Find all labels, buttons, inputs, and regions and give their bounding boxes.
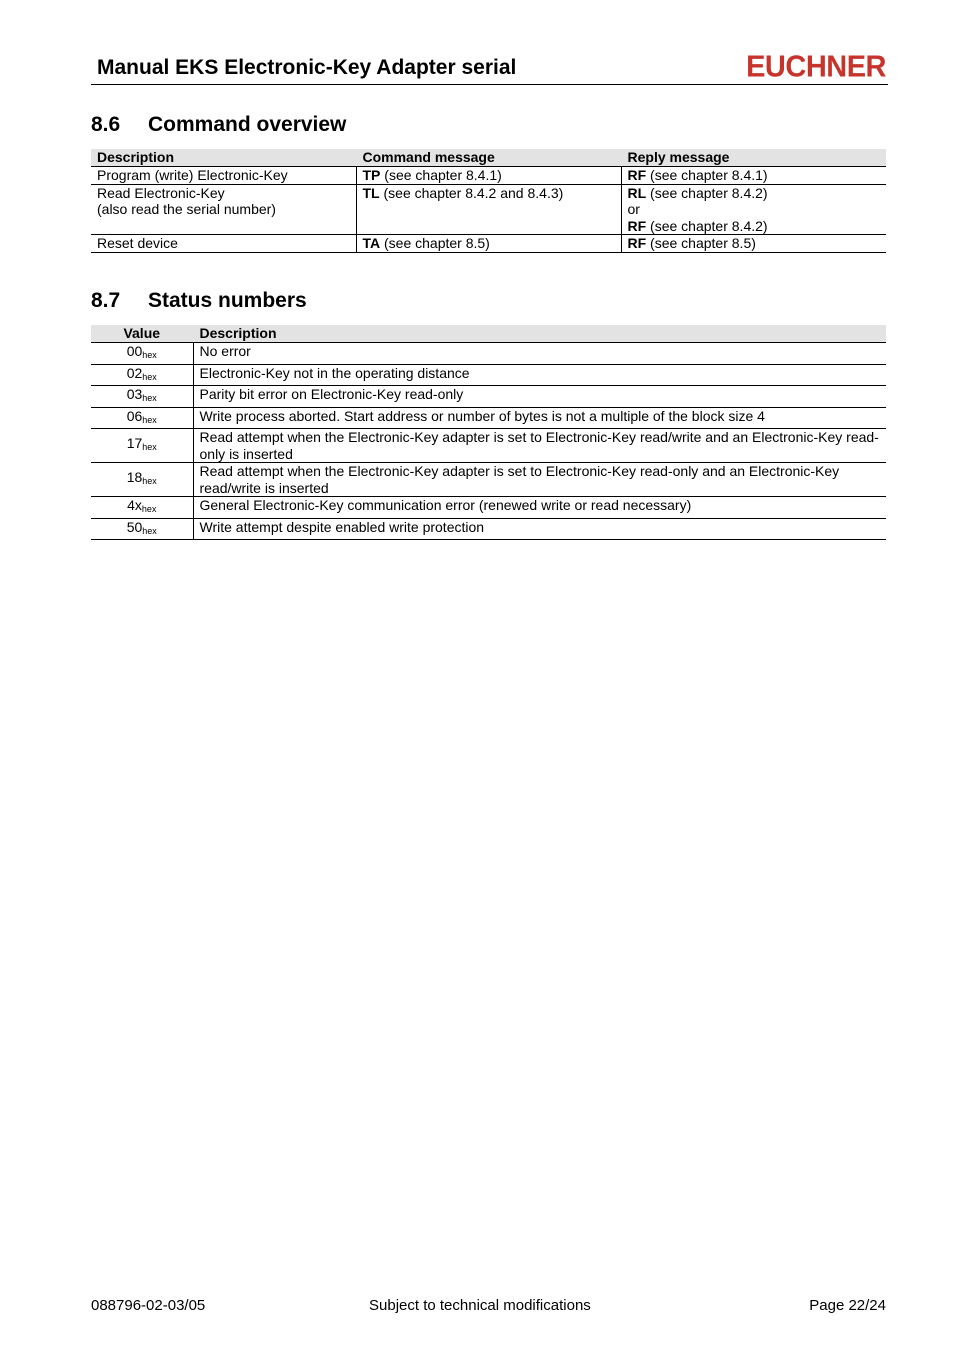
status-description: Read attempt when the Electronic-Key adapter is set to Electronic-Key read/write and an Electronic-Key read-only is inserted [193, 429, 886, 463]
column-header: Description [193, 325, 886, 343]
command-text: (see chapter 8.4.2 and 8.4.3) [379, 184, 564, 201]
description-line: Program (write) Electronic-Key [97, 167, 288, 183]
status-value-cell [91, 429, 193, 463]
status-description: Read attempt when the Electronic-Key adapter is set to Electronic-Key read-only and an Electronic-Key read/write is inserted [193, 463, 886, 497]
table-row [91, 429, 886, 463]
section-number: 8.6 [91, 113, 121, 136]
page-header [91, 52, 888, 85]
column-header: Value [91, 325, 193, 343]
status-value-cell [91, 343, 193, 365]
column-header: Description [91, 149, 356, 167]
command-cell [356, 167, 621, 185]
reply-code: RF [627, 217, 647, 234]
section-heading-status-numbers [91, 289, 307, 313]
status-description: No error [193, 343, 886, 365]
status-value-cell [91, 386, 193, 408]
status-value-cell [91, 463, 193, 497]
section-heading-command-overview [91, 113, 346, 137]
status-value-suffix: hex [142, 393, 157, 403]
section-title: Status numbers [148, 289, 307, 312]
section-number: 8.7 [91, 289, 121, 312]
reply-line [628, 235, 881, 252]
status-value-suffix: hex [142, 350, 157, 360]
status-value: 18 [126, 469, 143, 486]
reply-code: RF [627, 235, 647, 251]
command-cell [356, 184, 621, 235]
document-number: 088796-02-03/05 [91, 1297, 206, 1314]
reply-text: (see chapter 8.5) [646, 235, 756, 251]
table-header-row [91, 149, 886, 167]
table-row [91, 463, 886, 497]
command-code: TA [362, 235, 381, 251]
command-cell [356, 235, 621, 253]
status-value-suffix: hex [142, 525, 157, 536]
status-value-cell [91, 497, 193, 519]
table-row [91, 167, 886, 185]
status-value-cell [91, 407, 193, 429]
status-description: Write attempt despite enabled write protection [193, 518, 886, 540]
footer-notice: Subject to technical modifications [369, 1297, 591, 1314]
table-row [91, 184, 886, 235]
reply-cell [621, 167, 886, 185]
reply-line [628, 167, 881, 184]
status-value: 06 [126, 407, 143, 424]
status-numbers-table [91, 325, 886, 540]
status-description: General Electronic-Key communication error (renewed write or read necessary) [193, 497, 886, 519]
reply-text: (see chapter 8.4.2) [646, 184, 768, 201]
table-row [91, 407, 886, 429]
command-text: (see chapter 8.5) [380, 235, 490, 251]
description-cell [91, 184, 356, 235]
reply-line [628, 185, 881, 202]
table-row [91, 497, 886, 519]
status-description: Parity bit error on Electronic-Key read-only [193, 386, 886, 408]
status-value: 17 [126, 435, 143, 452]
table-row [91, 518, 886, 540]
description-cell [91, 235, 356, 253]
table-header-row [91, 325, 886, 343]
reply-code: RL [627, 184, 647, 201]
reply-cell [621, 184, 886, 235]
reply-text: (see chapter 8.4.1) [646, 167, 768, 183]
status-value: 4x [127, 497, 142, 513]
status-value: 50 [126, 518, 143, 535]
table-row [91, 386, 886, 408]
column-header: Reply message [621, 149, 886, 167]
status-value-suffix: hex [142, 476, 157, 487]
command-overview-table [91, 149, 886, 253]
status-value: 03 [126, 386, 143, 402]
status-value-suffix: hex [142, 371, 157, 382]
status-description: Write process aborted. Start address or number of bytes is not a multiple of the block size 4 [193, 407, 886, 429]
description-line: (also read the serial number) [97, 201, 276, 217]
reply-text: (see chapter 8.4.2) [646, 217, 768, 234]
reply-line [628, 218, 881, 235]
reply-text: or [627, 201, 640, 217]
column-header: Command message [356, 149, 621, 167]
status-value-cell [91, 364, 193, 386]
command-code: TP [362, 167, 381, 183]
description-cell [91, 167, 356, 185]
command-text: (see chapter 8.4.1) [380, 167, 502, 183]
page-number: Page 22/24 [809, 1297, 886, 1314]
reply-cell [621, 235, 886, 253]
status-value-suffix: hex [142, 442, 157, 453]
status-value-cell [91, 518, 193, 540]
reply-code: RF [627, 167, 647, 183]
status-value: 00 [126, 343, 143, 359]
status-value-suffix: hex [142, 414, 157, 425]
section-title: Command overview [148, 113, 347, 136]
description-line: Reset device [97, 235, 178, 251]
document-title: Manual EKS Electronic-Key Adapter serial [97, 56, 517, 79]
description-line: Read Electronic-Key [97, 184, 225, 201]
table-row [91, 364, 886, 386]
reply-line [628, 201, 881, 218]
command-code: TL [362, 184, 380, 201]
table-row [91, 235, 886, 253]
status-description: Electronic-Key not in the operating distance [193, 364, 886, 386]
status-value: 02 [126, 364, 143, 381]
euchner-logo: EUCHNER [746, 50, 886, 84]
status-value-suffix: hex [141, 504, 157, 514]
table-row [91, 343, 886, 365]
